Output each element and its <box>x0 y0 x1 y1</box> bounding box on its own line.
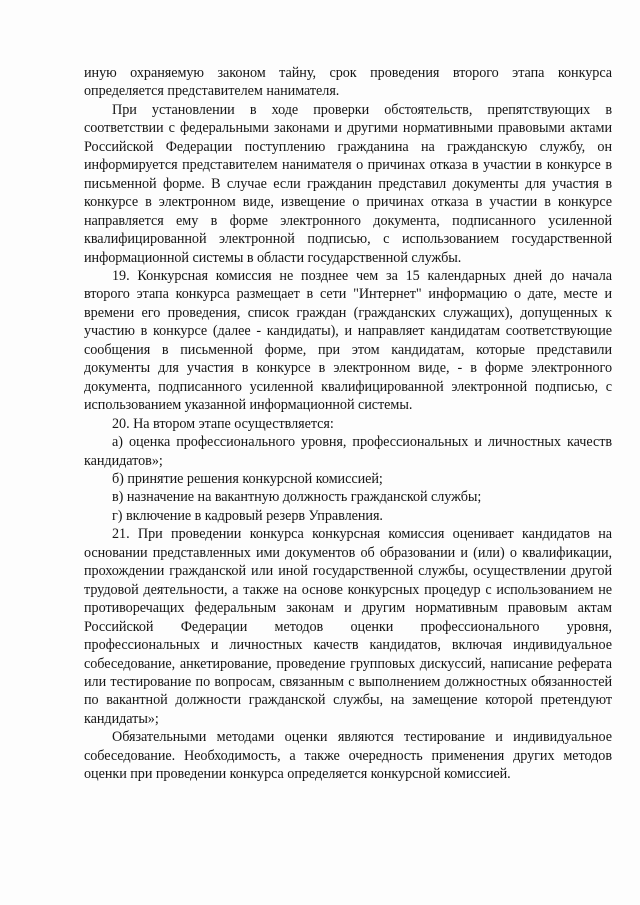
list-item-g: г) включение в кадровый резерв Управления. <box>112 507 383 524</box>
list-item-a: а) оценка профессионального уровня, профессиональных и личностных качеств кандидатов»; <box>84 434 612 469</box>
paragraph-item-20: 20. На втором этапе осуществляется: <box>112 415 334 432</box>
paragraph-mandatory-methods: Обязательными методами оценки являются тестирование и индивидуальное собеседование. Необходимость, а также очередность применения других методов оценки при проведении конкурса определяется конкурсной комиссией. <box>84 729 612 783</box>
paragraph-continuation: иную охраняемую законом тайну, срок проведения второго этапа конкурса определяется представителем нанимателя. <box>84 65 612 100</box>
paragraph-item-19: 19. Конкурсная комиссия не позднее чем за 15 календарных дней до начала второго этапа конкурса размещает в сети "Интернет" информацию о дате, месте и времени его проведения, список граждан (гражданских служащих), допущенных к участию в конкурсе (далее - кандидаты), и направляет кандидатам соответствующие сообщения в письменной форме, при этом кандидатам, которые представили документы для участия в конкурсе в электронном виде, - в форме электронного документа, подписанного усиленной квалифицированной электронной подписью, с использованием указанной информационной системы. <box>84 267 612 414</box>
list-item-b: б) принятие решения конкурсной комиссией; <box>112 470 383 487</box>
document-body <box>84 64 612 784</box>
paragraph-refusal-notice: При установлении в ходе проверки обстоятельств, препятствующих в соответствии с федеральными законами и другими нормативными правовыми актами Российской Федерации поступлению гражданина на гражданскую службу, он информируется представителем нанимателя о причинах отказа в участии в конкурсе в письменной форме. В случае если гражданин представил документы для участия в конкурсе в электронном виде, извещение о причинах отказа в участии в конкурсе направляется ему в форме электронного документа, подписанного усиленной квалифицированной электронной подписью, с использованием государственной информационной системы в области государственной службы. <box>84 101 612 266</box>
list-item-v: в) назначение на вакантную должность гражданской службы; <box>112 489 482 506</box>
paragraph-item-21: 21. При проведении конкурса конкурсная комиссия оценивает кандидатов на основании представленных ими документов об образовании и (или) о квалификации, прохождении гражданской или иной государственной службы, осуществлении другой трудовой деятельности, а также на основе конкурсных процедур с использованием не противоречащих федеральным законам и другим нормативным правовым актам Российской Федерации методов оценки профессионального уровня, профессиональных и личностных качеств кандидатов, включая индивидуальное собеседование, анкетирование, проведение групповых дискуссий, написание реферата или тестирование по вопросам, связанным с выполнением должностных обязанностей по вакантной должности гражданской службы, на замещение которой претендуют кандидаты»; <box>84 526 612 727</box>
